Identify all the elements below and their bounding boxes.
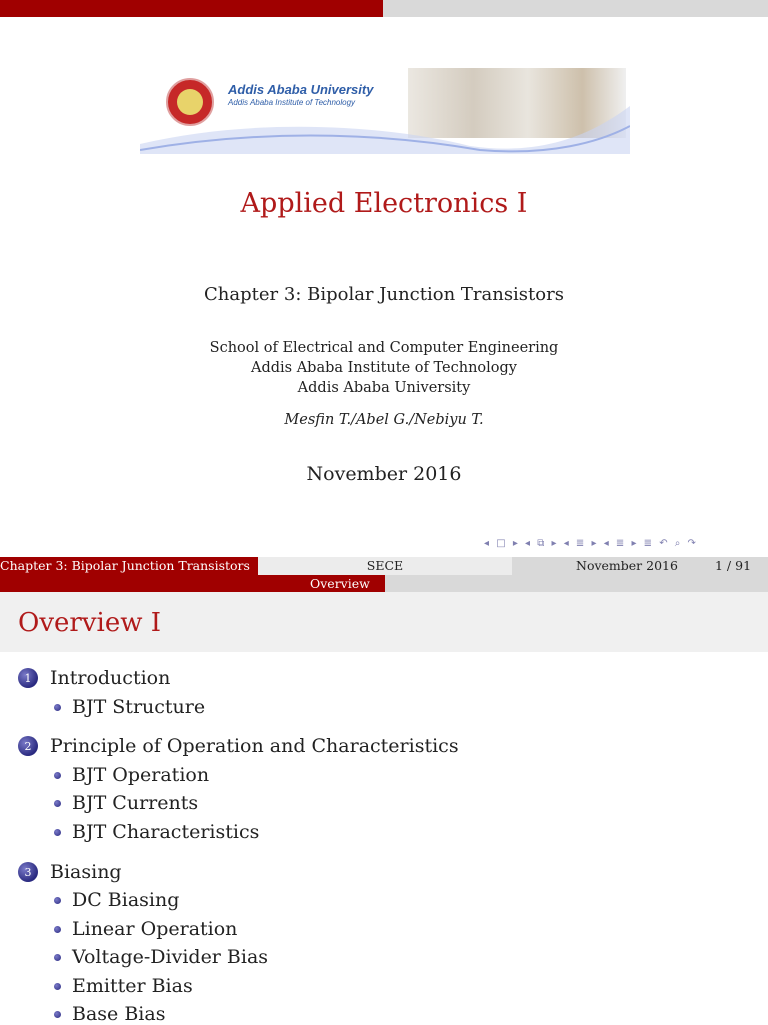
subsection-label: BJT Characteristics bbox=[72, 821, 260, 843]
bullet-icon bbox=[54, 704, 61, 711]
footer-page: 1 / 91 bbox=[715, 558, 752, 573]
affiliation-university: Addis Ababa University bbox=[297, 380, 471, 396]
institute-name: Addis Ababa Institute of Technology bbox=[228, 98, 356, 107]
university-seal-icon bbox=[166, 78, 214, 126]
footer-section bbox=[0, 575, 385, 592]
section-label: Overview bbox=[310, 576, 370, 591]
subsection-item bbox=[54, 946, 268, 968]
bullet-icon bbox=[54, 772, 61, 779]
authors: Mesfin T./Abel G./Nebiyu T. bbox=[284, 412, 484, 428]
footer-section-right bbox=[385, 575, 768, 592]
top-bar-left bbox=[0, 0, 383, 17]
section-item bbox=[18, 861, 122, 883]
frame-title-bar bbox=[0, 592, 768, 652]
footer-right bbox=[512, 557, 768, 575]
section-item bbox=[18, 735, 459, 757]
frame-title: Overview I bbox=[18, 608, 161, 638]
bullet-icon bbox=[54, 954, 61, 961]
bullet-icon bbox=[54, 926, 61, 933]
subsection-item bbox=[54, 696, 205, 718]
footer-institute: SECE bbox=[258, 557, 512, 575]
bullet-icon bbox=[54, 829, 61, 836]
university-name: Addis Ababa University bbox=[228, 82, 374, 97]
bullet-icon bbox=[54, 897, 61, 904]
section-item bbox=[18, 667, 170, 689]
presentation-date: November 2016 bbox=[306, 463, 462, 485]
subsection-label: Voltage-Divider Bias bbox=[72, 946, 269, 968]
subsection-item bbox=[54, 975, 193, 997]
subsection-label: Emitter Bias bbox=[72, 975, 193, 997]
bullet-icon bbox=[54, 983, 61, 990]
subsection-item bbox=[54, 764, 209, 786]
footer-short-title: Chapter 3: Bipolar Junction Transistors bbox=[0, 557, 258, 575]
banner-wave bbox=[140, 106, 630, 154]
subsection-item bbox=[54, 821, 259, 843]
subsection-label: Base Bias bbox=[72, 1003, 166, 1025]
subsection-item bbox=[54, 792, 198, 814]
presentation-title: Applied Electronics I bbox=[240, 188, 528, 219]
subsection-item bbox=[54, 918, 237, 940]
subsection-label: BJT Operation bbox=[72, 764, 210, 786]
section-number-icon: 2 bbox=[18, 736, 38, 756]
subsection-label: BJT Structure bbox=[72, 696, 206, 718]
top-bar-right bbox=[383, 0, 768, 17]
presentation-subtitle: Chapter 3: Bipolar Junction Transistors bbox=[204, 284, 564, 305]
subsection-label: DC Biasing bbox=[72, 889, 180, 911]
bullet-icon bbox=[54, 1011, 61, 1018]
subsection-label: BJT Currents bbox=[72, 792, 199, 814]
subsection-item bbox=[54, 1003, 165, 1025]
section-label: Biasing bbox=[50, 861, 122, 883]
section-number-icon: 3 bbox=[18, 862, 38, 882]
section-number-icon: 1 bbox=[18, 668, 38, 688]
section-label: Introduction bbox=[50, 667, 171, 689]
subsection-item bbox=[54, 889, 179, 911]
bullet-icon bbox=[54, 800, 61, 807]
footer-date: November 2016 bbox=[576, 558, 678, 573]
section-label: Principle of Operation and Characteristics bbox=[50, 735, 459, 757]
affiliation-institute: Addis Ababa Institute of Technology bbox=[250, 360, 517, 376]
subsection-label: Linear Operation bbox=[72, 918, 238, 940]
university-banner bbox=[140, 66, 630, 154]
affiliation-school: School of Electrical and Computer Engineering bbox=[209, 340, 559, 356]
beamer-navigation-icons[interactable]: ◂ □ ▸ ◂ ⧉ ▸ ◂ ≣ ▸ ◂ ≣ ▸ ≣ ↶ ⌕ ↷ bbox=[484, 538, 698, 549]
